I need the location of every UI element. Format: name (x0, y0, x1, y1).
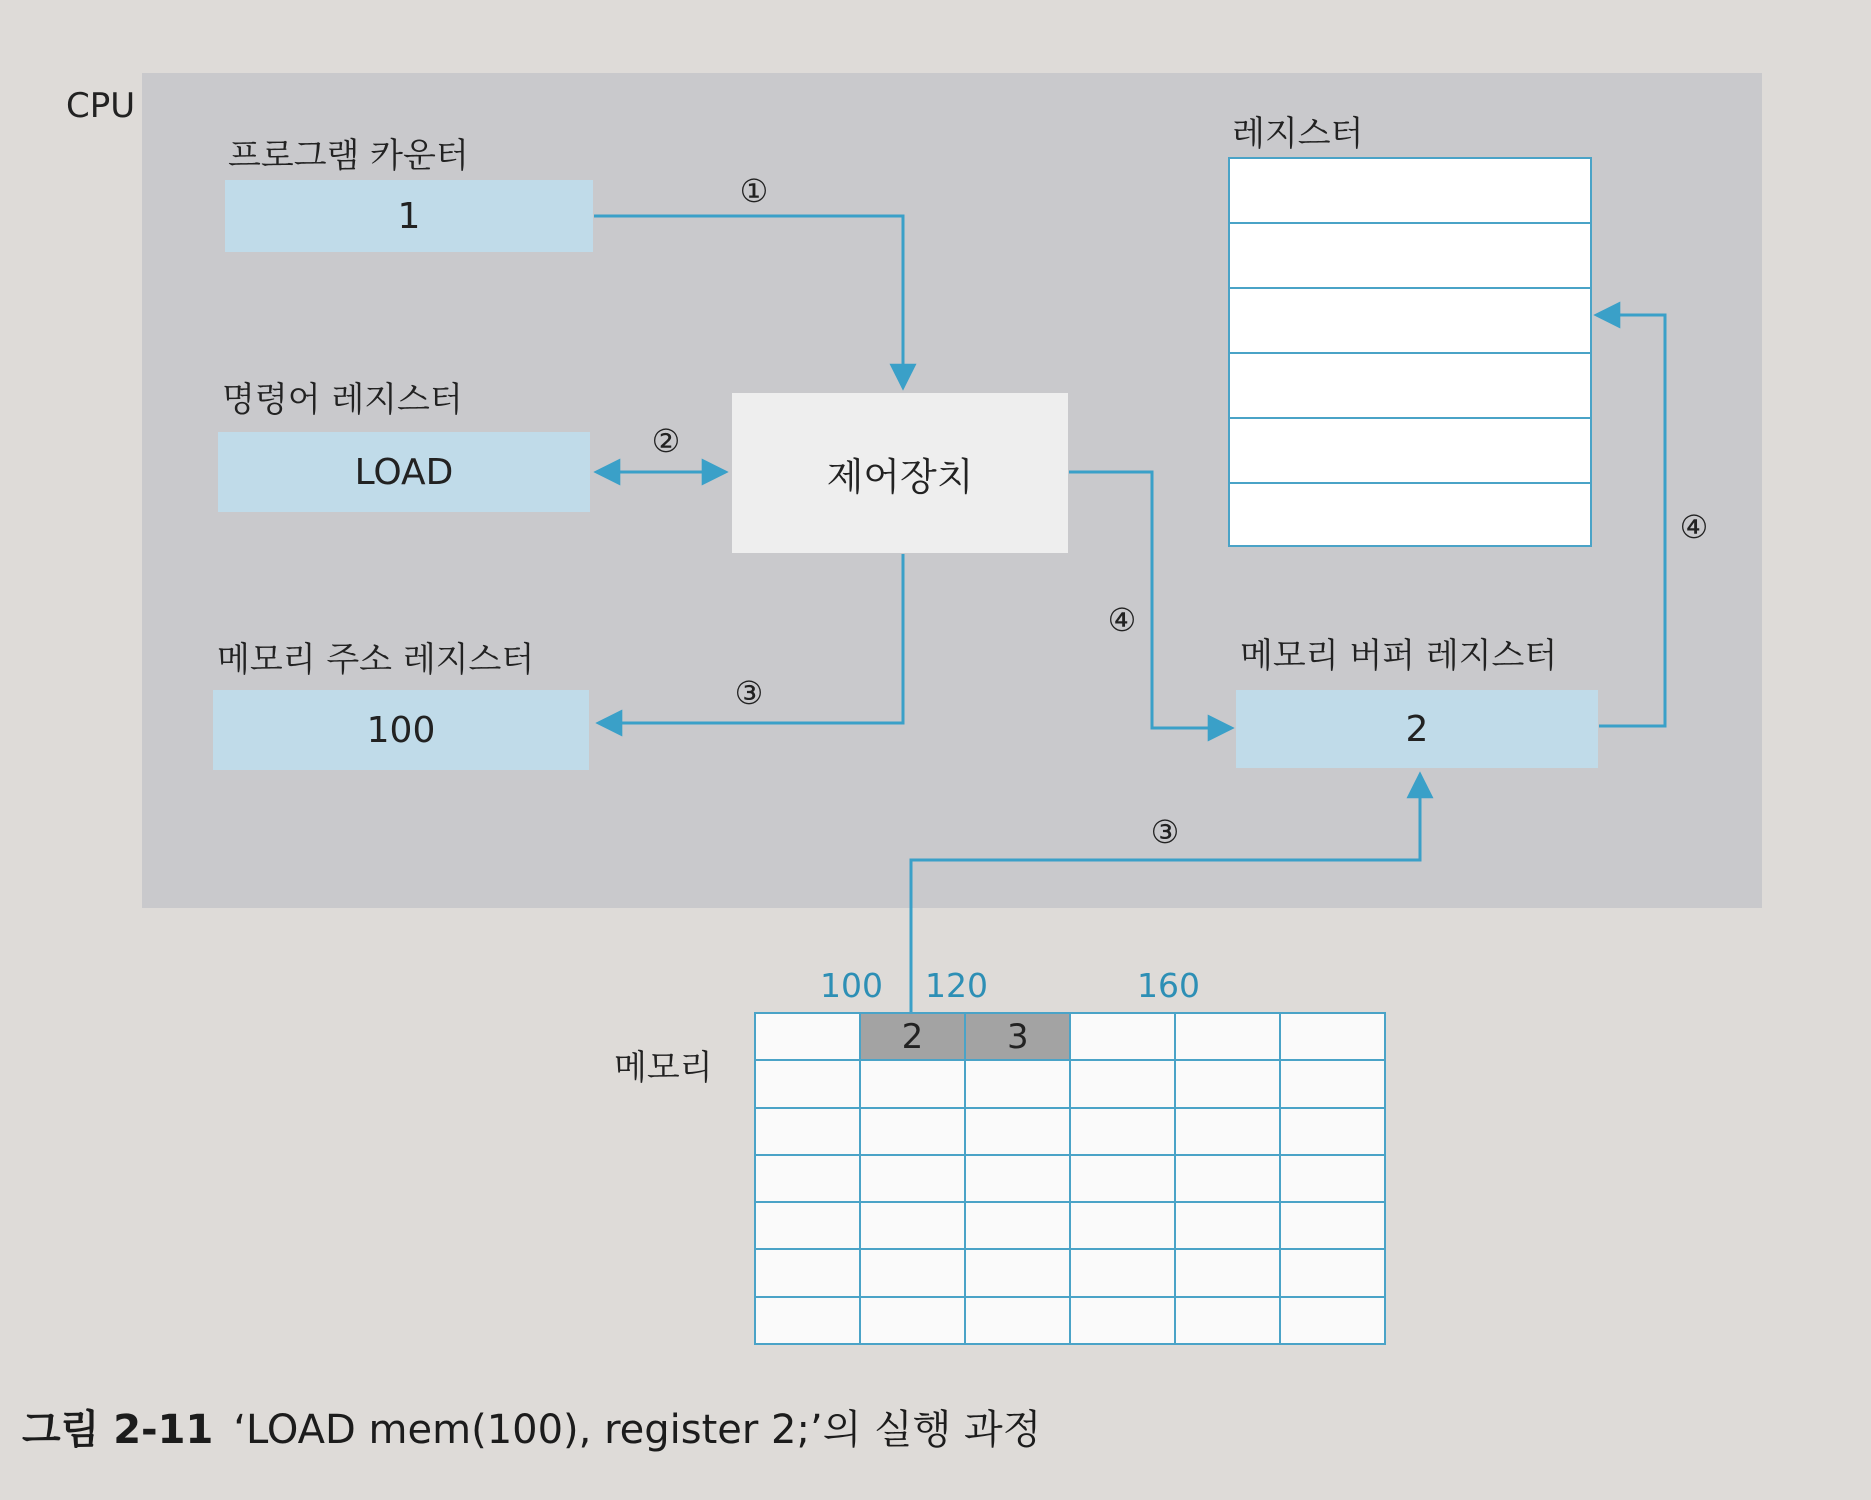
step-4-register-marker: ④ (1679, 508, 1709, 546)
memory-address-label: 120 (925, 966, 988, 1005)
control-unit-label: 제어장치 (826, 454, 974, 499)
memory-buffer-register-label: 메모리 버퍼 레지스터 (1240, 636, 1558, 676)
cpu-label: CPU (66, 86, 136, 126)
memory-cell (1175, 1297, 1280, 1344)
memory-cell (755, 1060, 860, 1107)
memory-cell (755, 1108, 860, 1155)
memory-cell (1070, 1013, 1175, 1060)
memory-grid (754, 1012, 1386, 1345)
memory-address-label: 100 (820, 966, 883, 1005)
step-3-memory-marker: ③ (1150, 813, 1180, 851)
step-2-marker: ② (651, 422, 681, 460)
memory-cell (1175, 1202, 1280, 1249)
memory-address-register-label: 메모리 주소 레지스터 (217, 640, 535, 680)
memory-cell-100: 2 (860, 1013, 965, 1060)
memory-cell (1280, 1108, 1385, 1155)
memory-cell (860, 1202, 965, 1249)
memory-cell (1070, 1155, 1175, 1202)
registers-label: 레지스터 (1232, 114, 1364, 154)
figure-caption-text: ‘LOAD mem(100), register 2;’의 실행 과정 (233, 1407, 1042, 1453)
memory-row (755, 1249, 1385, 1296)
memory-row (755, 1108, 1385, 1155)
memory-address-register-value: 100 (366, 709, 436, 751)
memory-row (755, 1155, 1385, 1202)
instruction-register-label: 명령어 레지스터 (222, 380, 463, 420)
memory-cell (860, 1060, 965, 1107)
memory-cell (1280, 1249, 1385, 1296)
memory-cell (1175, 1060, 1280, 1107)
memory-cell (1175, 1155, 1280, 1202)
memory-cell (1070, 1202, 1175, 1249)
memory-cell (755, 1249, 860, 1296)
memory-cell (1175, 1108, 1280, 1155)
memory-cell (965, 1202, 1070, 1249)
memory-buffer-register-value: 2 (1405, 708, 1429, 750)
memory-address-label: 160 (1137, 966, 1200, 1005)
memory-label: 메모리 (614, 1048, 713, 1088)
memory-cell (965, 1060, 1070, 1107)
step-3-mar-marker: ③ (734, 674, 764, 712)
step-4-mbr-marker: ④ (1107, 601, 1137, 639)
memory-cell (1070, 1108, 1175, 1155)
memory-cell (965, 1297, 1070, 1344)
memory-cell (860, 1297, 965, 1344)
memory-row (755, 1297, 1385, 1344)
memory-cell (860, 1249, 965, 1296)
memory-cell (755, 1297, 860, 1344)
memory-cell (965, 1155, 1070, 1202)
memory-cell-120: 3 (965, 1013, 1070, 1060)
memory-cell (1280, 1013, 1385, 1060)
memory-cell (1070, 1060, 1175, 1107)
memory-cell (1070, 1297, 1175, 1344)
memory-row (755, 1060, 1385, 1107)
instruction-register-value: LOAD (354, 451, 454, 493)
memory-cell (1280, 1297, 1385, 1344)
memory-cell (860, 1108, 965, 1155)
memory-cell (755, 1155, 860, 1202)
arrow-pc-to-control (594, 216, 903, 388)
memory-cell (965, 1108, 1070, 1155)
memory-row (755, 1202, 1385, 1249)
memory-cell (860, 1155, 965, 1202)
memory-cell (1280, 1155, 1385, 1202)
memory-cell (755, 1202, 860, 1249)
figure-caption (22, 1398, 1041, 1455)
memory-cell (1280, 1202, 1385, 1249)
memory-cell (1070, 1249, 1175, 1296)
memory-cell (755, 1013, 860, 1060)
program-counter-label: 프로그램 카운터 (228, 136, 469, 176)
memory-cell (1175, 1249, 1280, 1296)
memory-cell (1280, 1060, 1385, 1107)
memory-row (755, 1013, 1385, 1060)
memory-cell (965, 1249, 1070, 1296)
memory-cell (1175, 1013, 1280, 1060)
figure-number: 그림 2-11 (22, 1407, 214, 1453)
arrow-mbr-to-register (1596, 315, 1665, 726)
arrow-control-to-mbr (1069, 472, 1232, 728)
step-1-marker: ① (739, 172, 769, 210)
program-counter-value: 1 (397, 195, 421, 237)
